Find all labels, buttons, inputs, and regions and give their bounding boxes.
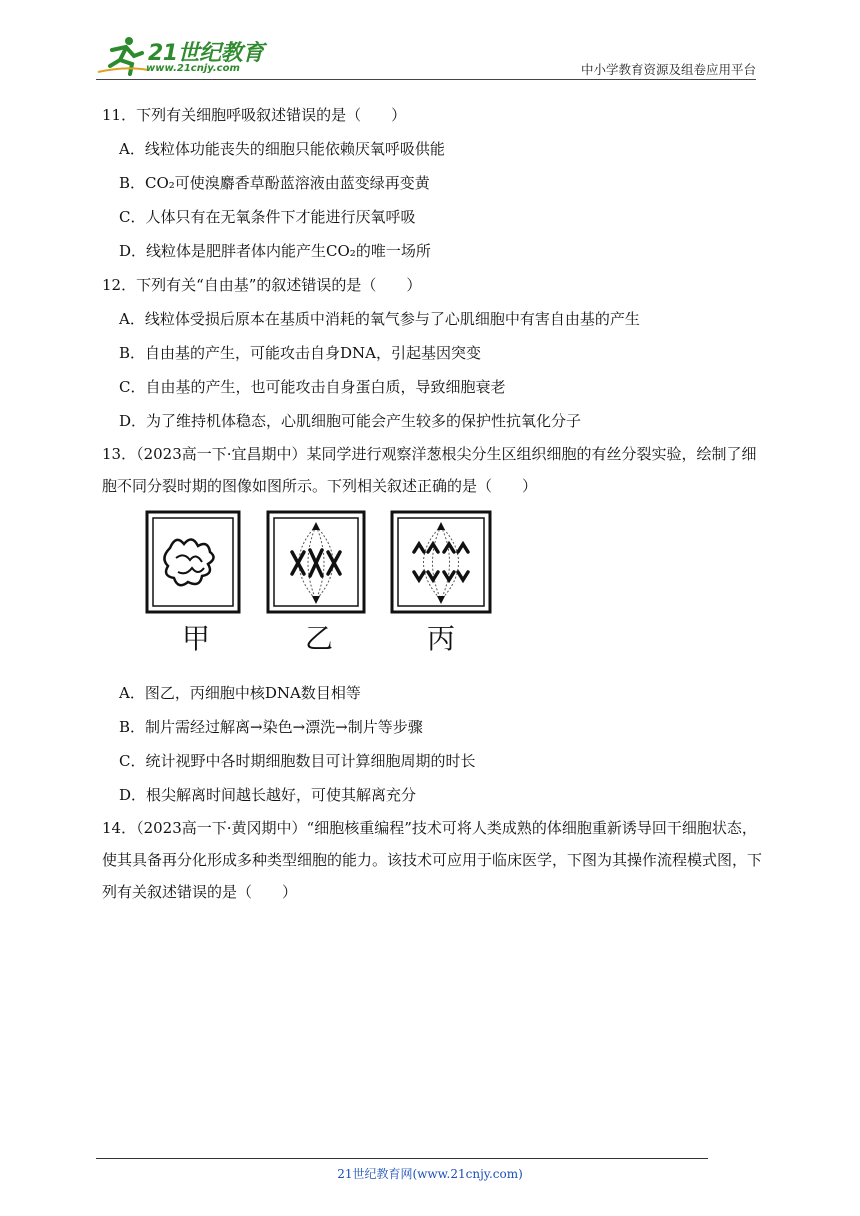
question-12-option-b: B．自由基的产生，可能攻击自身DNA，引起基因突变 — [119, 344, 482, 362]
header-divider — [96, 79, 756, 80]
question-13-option-d: D．根尖解离时间越长越好，可使其解离充分 — [119, 786, 417, 804]
question-11-option-d: D．线粒体是肥胖者体内能产生CO₂的唯一场所 — [119, 242, 431, 260]
cell-jia — [147, 512, 239, 612]
label-yi: 乙 — [305, 622, 334, 655]
logo-text: 21世纪教育 — [148, 41, 264, 66]
question-13-stem: 13．（2023高一下·宜昌期中）某同学进行观察洋葱根尖分生区组织细胞的有丝分裂实验，绘制了细胞不同分裂时期的图像如图所示。下列相关叙述正确的是（ ） — [102, 445, 757, 495]
question-11-option-a: A．线粒体功能丧失的细胞只能依赖厌氧呼吸供能 — [119, 140, 445, 158]
label-bing: 丙 — [427, 622, 456, 655]
cell-yi — [268, 512, 364, 612]
footer-text: 21世纪教育网(www.21cnjy.com) — [337, 1167, 523, 1181]
question-content — [102, 98, 762, 908]
question-13-option-b: B．制片需经过解离→染色→漂洗→制片等步骤 — [119, 718, 423, 736]
question-11-option-c: C．人体只有在无氧条件下才能进行厌氧呼吸 — [119, 208, 416, 226]
question-12-stem: 12．下列有关“自由基”的叙述错误的是（ ） — [102, 276, 422, 294]
question-12-option-a: A．线粒体受损后原本在基质中消耗的氧气参与了心肌细胞中有害自由基的产生 — [119, 310, 640, 328]
cell-bing — [392, 512, 490, 612]
logo-url: www.21cnjy.com — [146, 63, 240, 74]
question-12-option-c: C．自由基的产生，也可能攻击自身蛋白质，导致细胞衰老 — [119, 378, 506, 396]
question-11-stem: 11．下列有关细胞呼吸叙述错误的是（ ） — [102, 106, 407, 124]
question-13-option-a: A．图乙，丙细胞中核DNA数目相等 — [119, 684, 361, 702]
mitosis-figure — [142, 508, 502, 668]
question-11-option-b: B．CO₂可使溴麝香草酚蓝溶液由蓝变绿再变黄 — [119, 174, 430, 192]
page-header — [0, 0, 860, 80]
platform-name: 中小学教育资源及组卷应用平台 — [580, 62, 756, 77]
question-12-option-d: D．为了维持机体稳态，心肌细胞可能会产生较多的保护性抗氧化分子 — [119, 412, 582, 430]
footer-divider — [96, 1158, 708, 1159]
question-14-stem: 14．（2023高一下·黄冈期中）“细胞核重编程”技术可将人类成熟的体细胞重新诱导回干细胞状态，使其具备再分化形成多种类型细胞的能力。该技术可应用于临床医学，下图为其操作流程模式图，下列有关叙述错误的是（ ） — [102, 819, 763, 901]
label-jia: 甲 — [182, 622, 211, 655]
question-13-option-c: C．统计视野中各时期细胞数目可计算细胞周期的时长 — [119, 752, 476, 770]
